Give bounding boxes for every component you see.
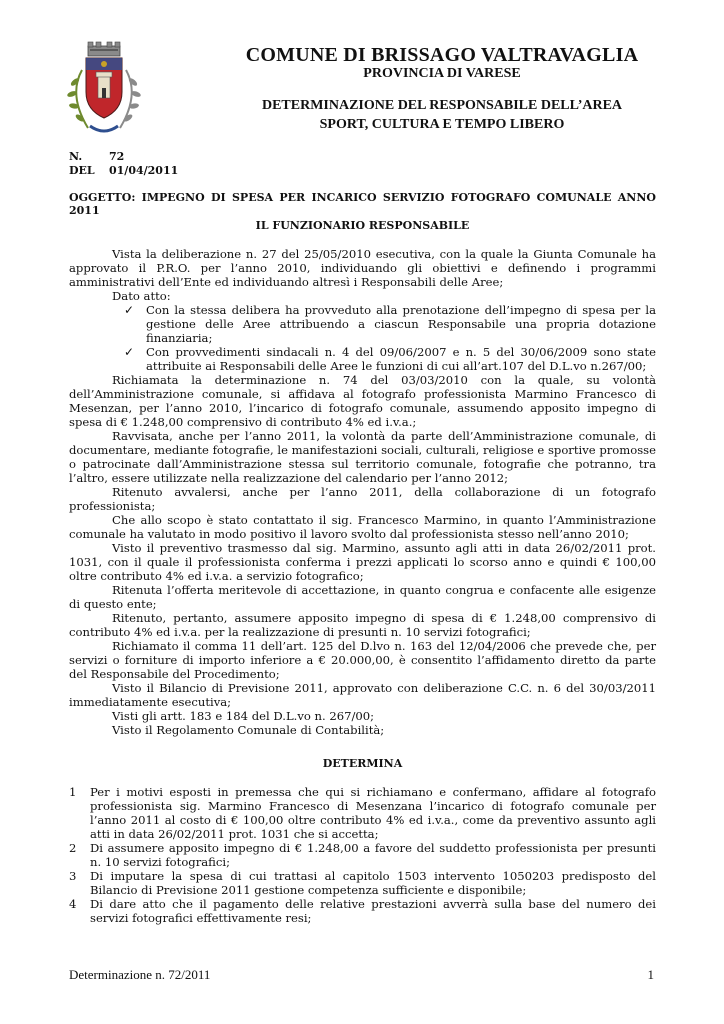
paragraph: Ritenuto avvalersi, anche per l’anno 2011, della collaborazione di un fotografo professionista; <box>69 485 656 513</box>
item-text: Per i motivi esposti in premessa che qui si richiamano e confermano, affidare al fotografo professionista sig. Marmino Francesco di Mesenzana l’incarico di fotografo comunale per l’anno 2011 al costo di € 100,00 oltre contributo 4% ed i.v.a., come da preventivo assunto agli atti in data 26/02/2011 prot. 1031 che si accetta; <box>90 785 656 841</box>
item-number: 4 <box>69 897 77 911</box>
determina-heading: DETERMINA <box>322 757 403 770</box>
list-item <box>69 785 656 841</box>
page-number: 1 <box>647 967 654 982</box>
determina-list <box>69 785 656 925</box>
paragraph: Visto il Regolamento Comunale di Contabilità; <box>112 723 385 737</box>
check-item-text: Con la stessa delibera ha provveduto alla prenotazione dell’impegno di spesa per la gestione delle Aree attribuendo a ciascun Responsabile una propria dotazione finanziaria; <box>146 303 656 345</box>
document-body <box>69 247 656 737</box>
item-number: 2 <box>69 841 77 855</box>
list-item <box>69 869 656 897</box>
check-item <box>69 345 656 373</box>
subject-heading: OGGETTO: IMPEGNO DI SPESA PER INCARICO SERVIZIO FOTOGRAFO COMUNALE ANNO 2011 <box>69 191 656 217</box>
determination-date <box>69 164 178 177</box>
date-value: 01/04/2011 <box>109 164 179 177</box>
paragraph: Richiamata la determinazione n. 74 del 03/03/2010 con la quale, su volontà dell’Amministrazione comunale, si affidava al fotografo professionista Marmino Francesco di Mesenzan, per l’anno 2010, l’incarico di fotografo comunale, assumendo apposito impegno di spesa di € 1.248,00 comprensivo di contributo 4% ed i.v.a.; <box>69 373 656 429</box>
paragraph: Visto il Bilancio di Previsione 2011, approvato con deliberazione C.C. n. 6 del 30/03/2011 immediatamente esecutiva; <box>69 681 656 709</box>
paragraph: Ritenuto, pertanto, assumere apposito impegno di spesa di € 1.248,00 comprensivo di contributo 4% ed i.v.a. per la realizzazione di presunti n. 10 servizi fotografici; <box>69 611 656 639</box>
paragraph: Visti gli artt. 183 e 184 del D.L.vo n. 267/00; <box>112 709 375 723</box>
number-value: 72 <box>109 150 125 163</box>
municipal-crest-icon <box>60 40 148 144</box>
paragraph: Dato atto: <box>112 289 171 303</box>
area-title-line1: DETERMINAZIONE DEL RESPONSABILE DELL’AREA <box>261 98 623 113</box>
list-item <box>69 897 656 925</box>
item-number: 1 <box>69 785 77 799</box>
item-number: 3 <box>69 869 77 883</box>
check-item <box>69 303 656 345</box>
number-label: N. <box>69 150 83 163</box>
check-item-text: Con provvedimenti sindacali n. 4 del 09/06/2007 e n. 5 del 30/06/2009 sono state attribuite ai Responsabili delle Aree le funzioni di cui all’art.107 del D.L.vo n.267/00; <box>146 345 656 373</box>
item-text: Di assumere apposito impegno di € 1.248,00 a favore del suddetto professionista per presunti n. 10 servizi fotografici; <box>90 841 656 869</box>
paragraph: Visto il preventivo trasmesso dal sig. Marmino, assunto agli atti in data 26/02/2011 prot. 1031, con il quale il professionista conferma i prezzi applicati lo scorso anno e quindi € 100,00 oltre contributo 4% ed i.v.a. a servizio fotografico; <box>69 541 656 583</box>
paragraph: Richiamato il comma 11 dell’art. 125 del D.lvo n. 163 del 12/04/2006 che prevede che, per servizi o forniture di importo inferiore a € 20.000,00, è consentito l’affidamento diretto da parte del Responsabile del Procedimento; <box>69 639 656 681</box>
area-title-line2: SPORT, CULTURA E TEMPO LIBERO <box>319 117 565 132</box>
date-label: DEL <box>69 164 95 177</box>
checkmark-icon: ✓ <box>124 303 135 317</box>
paragraph: Ravvisata, anche per l’anno 2011, la volontà da parte dell’Amministrazione comunale, di documentare, mediante fotografie, le manifestazioni sociali, culturali, religiose e sportive promosse o patrocinate dall’Amministrazione stessa sul territorio comunale, fotografie che potranno, tra l’altro, essere utilizzate nella realizzazione del calendario per l’anno 2012; <box>69 429 656 485</box>
item-text: Di imputare la spesa di cui trattasi al capitolo 1503 intervento 1050203 predisposto del Bilancio di Previsione 2011 gestione competenza sufficiente e disponibile; <box>90 869 656 897</box>
determination-number <box>69 150 124 163</box>
list-item <box>69 841 656 869</box>
paragraph: Ritenuta l’offerta meritevole di accettazione, in quanto congrua e confacente alle esigenze di questo ente; <box>69 583 656 611</box>
checkmark-icon: ✓ <box>124 345 135 359</box>
footer-label: Determinazione n. 72/2011 <box>69 967 211 982</box>
provincia-title: PROVINCIA DI VARESE <box>363 66 521 81</box>
item-text: Di dare atto che il pagamento delle relative prestazioni avverrà sulla base del numero dei servizi fotografici effettivamente resi; <box>90 897 656 925</box>
comune-title: COMUNE DI BRISSAGO VALTRAVAGLIA <box>245 44 639 66</box>
paragraph: Vista la deliberazione n. 27 del 25/05/2010 esecutiva, con la quale la Giunta Comunale ha approvato il P.R.O. per l’anno 2010, individuando gli obiettivi e definendo i programmi amministrativi dell’Ente ed individuando altresì i Responsabili delle Aree; <box>69 247 656 289</box>
paragraph: Che allo scopo è stato contattato il sig. Francesco Marmino, in quanto l’Amministrazione comunale ha valutato in modo positivo il lavoro svolto dal professionista stesso nell’anno 2010; <box>69 513 656 541</box>
official-heading: IL FUNZIONARIO RESPONSABILE <box>255 219 470 232</box>
